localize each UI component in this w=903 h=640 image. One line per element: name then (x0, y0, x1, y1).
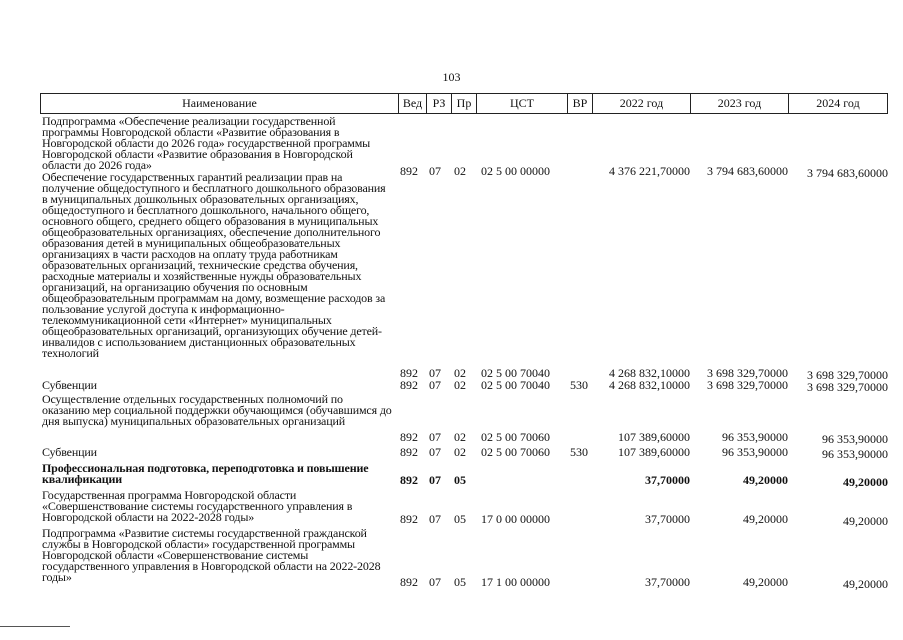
row-2022: 107 389,60000 (618, 445, 690, 459)
row-pr: 05 (454, 473, 466, 487)
row-name: Подпрограмма «Обеспечение реализации государственной программы Новгородской области «Развитие образования в Новгородской области до 2026 года» государственной программы Новгородской области «Развитие образования в Новгородской области до 2026 года» (42, 114, 371, 172)
header-2024: 2024 год (788, 94, 888, 113)
row-cst: 02 5 00 00000 (481, 164, 550, 178)
row-2024: 49,20000 (843, 475, 888, 489)
row-cst: 02 5 00 70060 (481, 430, 550, 444)
row-pr: 02 (454, 445, 466, 459)
header-cst: ЦСТ (476, 94, 567, 113)
row-2022: 107 389,60000 (618, 430, 690, 444)
row-rz: 07 (429, 473, 441, 487)
row-name: Профессиональная подготовка, переподготовка и повышение квалификации (42, 461, 369, 486)
row-2022: 37,70000 (645, 575, 690, 589)
row-pr: 02 (454, 430, 466, 444)
budget-table (40, 93, 888, 591)
row-2023: 3 794 683,60000 (707, 164, 788, 178)
row-2022: 4 268 832,10000 (609, 366, 690, 380)
row-pr: 02 (454, 378, 466, 392)
row-2023: 49,20000 (743, 575, 788, 589)
row-ved: 892 (400, 164, 418, 178)
header-ved: Вед (398, 94, 426, 113)
row-2022: 37,70000 (645, 512, 690, 526)
row-ved: 892 (400, 512, 418, 526)
row-ved: 892 (400, 430, 418, 444)
row-ved: 892 (400, 378, 418, 392)
row-rz: 07 (429, 164, 441, 178)
row-pr: 02 (454, 366, 466, 380)
page-number: 103 (442, 70, 461, 84)
header-vr: ВР (567, 94, 592, 113)
row-vr: 530 (570, 378, 588, 392)
row-2024: 3 698 329,70000 (807, 368, 888, 382)
header-pr: Пр (451, 94, 476, 113)
row-rz: 07 (429, 366, 441, 380)
row-2022: 4 376 221,70000 (609, 164, 690, 178)
row-ved: 892 (400, 575, 418, 589)
row-rz: 07 (429, 378, 441, 392)
row-2024: 3 698 329,70000 (807, 380, 888, 394)
row-rz: 07 (429, 445, 441, 459)
row-vr: 530 (570, 445, 588, 459)
row-name: Осуществление отдельных государственных полномочий по оказанию мер социальной поддержки обучающимся (обучавшимся до дня выпуска) муниципальных образовательных организаций (42, 392, 392, 428)
row-2022: 4 268 832,10000 (609, 378, 690, 392)
row-cst: 17 0 00 00000 (481, 512, 550, 526)
row-cst: 17 1 00 00000 (481, 575, 550, 589)
row-pr: 02 (454, 164, 466, 178)
row-rz: 07 (429, 512, 441, 526)
row-2024: 49,20000 (843, 514, 888, 528)
row-cst: 02 5 00 70040 (481, 366, 550, 380)
row-2023: 3 698 329,70000 (707, 366, 788, 380)
header-rz: РЗ (426, 94, 451, 113)
row-2024: 3 794 683,60000 (807, 166, 888, 180)
row-pr: 05 (454, 512, 466, 526)
footer-divider (0, 626, 70, 627)
header-name: Наименование (40, 94, 398, 113)
row-name: Подпрограмма «Развитие системы государственной гражданской службы в Новгородской области» государственной программы Новгородской области «Совершенствование системы государственного управления в Новгородской области на 2022-2028 годы» (42, 526, 381, 584)
table-header (40, 94, 888, 114)
row-2023: 96 353,90000 (722, 430, 788, 444)
header-2022: 2022 год (592, 94, 690, 113)
row-name: Субвенции (42, 378, 97, 392)
row-rz: 07 (429, 430, 441, 444)
row-2023: 49,20000 (743, 473, 788, 487)
row-2022: 37,70000 (645, 473, 690, 487)
row-2023: 49,20000 (743, 512, 788, 526)
row-name: Обеспечение государственных гарантий реализации прав на получение общедоступного и бесплатного дошкольного образования в муниципальных дошкольных образовательных организациях, общедоступного и бесплатного дошкольного, начального общего, основного общего, среднего общего образования в муниципальных общеобразовательных организациях, обеспечение дополнительного образования детей в муниципальных общеобразовательных организациях в части расходов на оплату труда работникам образовательных организаций, технические средства обучения, расходные материалы и хозяйственные нужды образовательных организаций, на организацию обучения по основным общеобразовательным программам на дому, возмещение расходов за пользование услугой доступа к информационно-телекоммуникационной сети «Интернет» муниципальных общеобразовательных организаций, организующих обучение детей-инвалидов с использованием дистанционных образовательных технологий (42, 170, 386, 360)
header-2023: 2023 год (690, 94, 788, 113)
row-ved: 892 (400, 366, 418, 380)
row-2023: 3 698 329,70000 (707, 378, 788, 392)
row-cst: 02 5 00 70060 (481, 445, 550, 459)
row-ved: 892 (400, 473, 418, 487)
row-2023: 96 353,90000 (722, 445, 788, 459)
row-2024: 96 353,90000 (822, 447, 888, 461)
row-rz: 07 (429, 575, 441, 589)
row-ved: 892 (400, 445, 418, 459)
row-2024: 49,20000 (843, 577, 888, 591)
row-name: Государственная программа Новгородской области «Совершенствование системы государственного управления в Новгородской области на 2022-2028 годы» (42, 488, 353, 524)
row-2024: 96 353,90000 (822, 432, 888, 446)
row-cst: 02 5 00 70040 (481, 378, 550, 392)
row-pr: 05 (454, 575, 466, 589)
row-name: Субвенции (42, 445, 97, 459)
